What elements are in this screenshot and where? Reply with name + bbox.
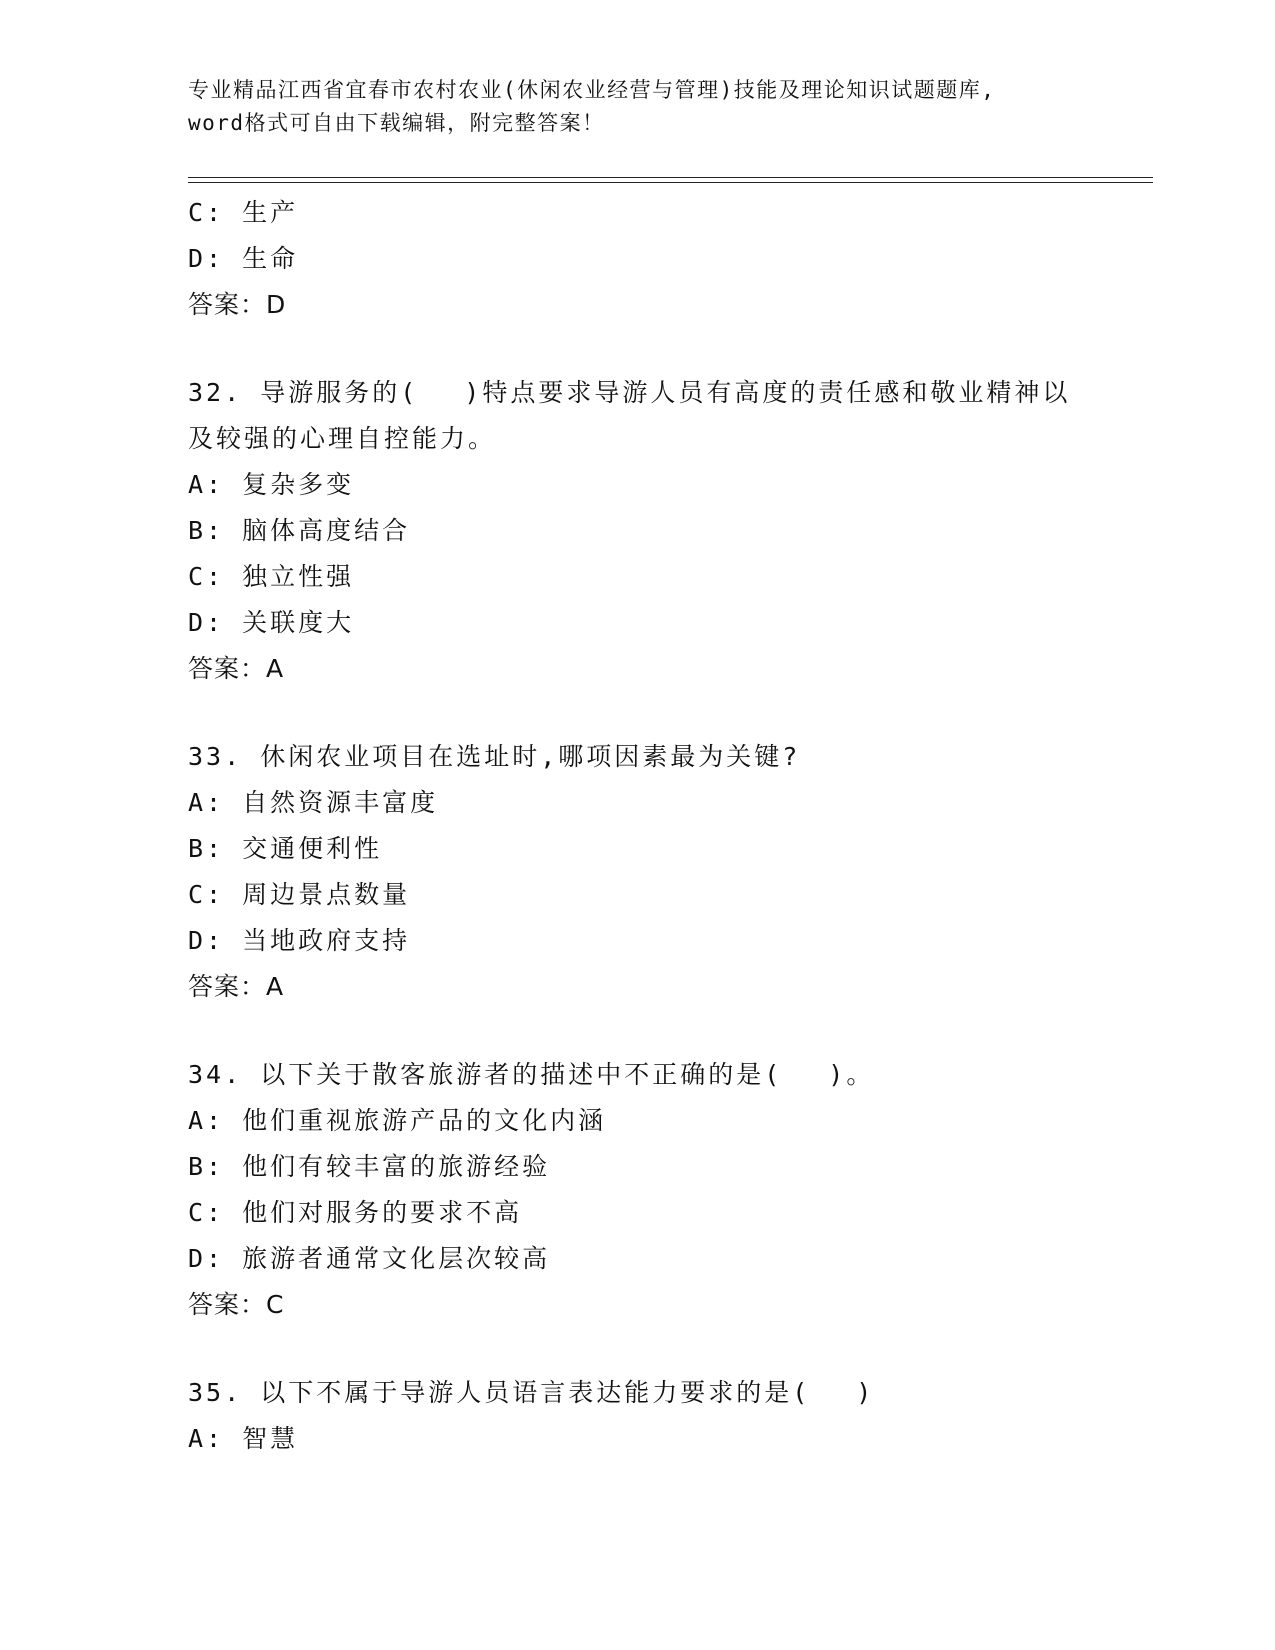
answer: 答案：A [188,654,285,683]
option-c: C: 他们对服务的要求不高 [188,1198,523,1227]
option-c: C: 独立性强 [188,562,355,591]
document-header [188,74,1068,140]
option-c: C: 周边景点数量 [188,880,411,909]
option-c: C: 生产 [188,198,299,227]
answer: 答案：C [188,1290,285,1319]
question-stem: 33. 休闲农业项目在选址时,哪项因素最为关键? [188,742,801,771]
option-d: D: 生命 [188,244,299,273]
question-stem: 34. 以下关于散客旅游者的描述中不正确的是( )。 [188,1060,875,1089]
option-d: D: 当地政府支持 [188,926,411,955]
header-line-2: word格式可自由下载编辑，附完整答案！ [188,111,605,135]
question-stem: 35. 以下不属于导游人员语言表达能力要求的是( ) [188,1378,875,1407]
question-stem-cont: 及较强的心理自控能力。 [188,424,497,453]
question-32 [188,370,1088,692]
question-31-tail [188,190,1088,328]
option-b: B: 他们有较丰富的旅游经验 [188,1152,551,1181]
header-divider-bottom [188,182,1153,183]
option-a: A: 复杂多变 [188,470,355,499]
option-a: A: 智慧 [188,1424,299,1453]
question-34 [188,1052,1088,1328]
option-b: B: 脑体高度结合 [188,516,411,545]
header-line-1: 专业精品江西省宜春市农村农业(休闲农业经营与管理)技能及理论知识试题题库, [188,78,996,102]
option-b: B: 交通便利性 [188,834,383,863]
option-d: D: 旅游者通常文化层次较高 [188,1244,551,1273]
option-a: A: 自然资源丰富度 [188,788,439,817]
question-35 [188,1370,1088,1462]
header-divider-top [188,177,1153,178]
answer: 答案：D [188,290,287,319]
answer: 答案：A [188,972,285,1001]
question-list [188,190,1088,1462]
question-33 [188,734,1088,1010]
option-d: D: 关联度大 [188,608,355,637]
option-a: A: 他们重视旅游产品的文化内涵 [188,1106,607,1135]
question-stem: 32. 导游服务的( )特点要求导游人员有高度的责任感和敬业精神以 [188,378,1071,407]
